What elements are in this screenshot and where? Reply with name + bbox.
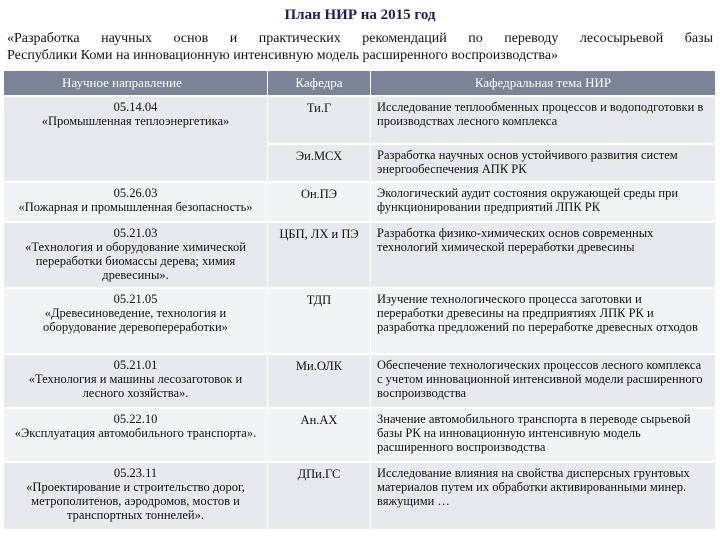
table-row	[4, 183, 716, 221]
table-row	[4, 355, 716, 407]
theme-cell: Изучение технологического процесса заготовки и переработки древесины на предприятиях ЛПК РК и разработка предложений по переработке древесных отходов	[371, 289, 716, 353]
theme-cell: Исследование теплообменных процессов и водоподготовки в производствах лесного комплекса	[371, 97, 716, 143]
theme-cell: Обеспечение технологических процессов лесного комплекса с учетом инновационной интенсивной модели расширенного воспроизводства	[371, 355, 716, 407]
direction-code: 05.21.03	[113, 226, 158, 240]
department-cell: ДПи.ГС	[268, 463, 371, 529]
subtitle-line-2: Республики Коми на инновационную интенсивную модель расширенного воспроизводства»	[7, 48, 559, 63]
direction-code: 05.14.04	[113, 100, 158, 114]
plan-subtitle	[7, 30, 713, 64]
direction-cell	[4, 289, 268, 353]
direction-name: «Технология и машины лесозаготовок и лесного хозяйства».	[28, 372, 243, 400]
department-cell: Ан.АХ	[268, 409, 371, 461]
theme-cell: Экологический аудит состояния окружающей среды при функционировании предприятий ЛПК РК	[371, 183, 716, 221]
direction-code: 05.21.05	[113, 292, 158, 306]
direction-code: 05.21.01	[113, 358, 158, 372]
direction-cell	[4, 223, 268, 287]
department-cell: Эи.МСХ	[268, 145, 371, 181]
department-cell: Ти.Г	[268, 97, 371, 143]
department-cell: Ми.ОЛК	[268, 355, 371, 407]
table-row	[4, 463, 716, 529]
department-cell: ЦБП, ЛХ и ПЭ	[268, 223, 371, 287]
direction-cell	[4, 409, 268, 461]
theme-cell: Разработка научных основ устойчивого развития систем энергообеспечения АПК РК	[371, 145, 716, 181]
table-row	[4, 223, 716, 287]
direction-name: «Промышленная теплоэнергетика»	[41, 114, 230, 128]
direction-name: «Пожарная и промышленная безопасность»	[18, 200, 253, 214]
direction-code: 05.22.10	[113, 412, 158, 426]
table-row	[4, 409, 716, 461]
header-theme: Кафедральная тема НИР	[371, 71, 716, 95]
direction-name: «Эксплуатация автомобильного транспорта».	[14, 426, 257, 440]
direction-cell	[4, 183, 268, 221]
table-row	[4, 97, 716, 143]
department-cell: Он.ПЭ	[268, 183, 371, 221]
theme-cell: Значение автомобильного транспорта в переводе сырьевой базы РК на инновационную интенсивную модель расширенного воспроизводства	[371, 409, 716, 461]
direction-cell	[4, 463, 268, 529]
header-direction: Научное направление	[4, 71, 268, 95]
page-title: План НИР на 2015 год	[284, 7, 436, 23]
subtitle-line-1: «Разработка научных основ и практических рекомендаций по переводу лесосырьевой базы	[7, 31, 713, 46]
department-cell: ТДП	[268, 289, 371, 353]
direction-name: «Технология и оборудование химической переработки биомассы дерева; химия древесины».	[25, 240, 246, 282]
header-department: Кафедра	[268, 71, 371, 95]
direction-code: 05.26.03	[113, 186, 158, 200]
direction-code: 05.23.11	[113, 466, 158, 480]
research-plan-table	[4, 69, 716, 531]
table-header-row	[4, 71, 716, 95]
theme-cell: Исследование влияния на свойства дисперсных грунтовых материалов путем их обработки активированными минер. вяжущими …	[371, 463, 716, 529]
direction-name: «Древесиноведение, технология и оборудование деревопереработки»	[43, 306, 228, 334]
table-row	[4, 289, 716, 353]
direction-cell	[4, 355, 268, 407]
direction-name: «Проектирование и строительство дорог, метрополитенов, аэродромов, мостов и транспортных тоннелей».	[26, 480, 245, 522]
theme-cell: Разработка физико-химических основ современных технологий химической переработки древесины	[371, 223, 716, 287]
direction-cell	[4, 97, 268, 181]
